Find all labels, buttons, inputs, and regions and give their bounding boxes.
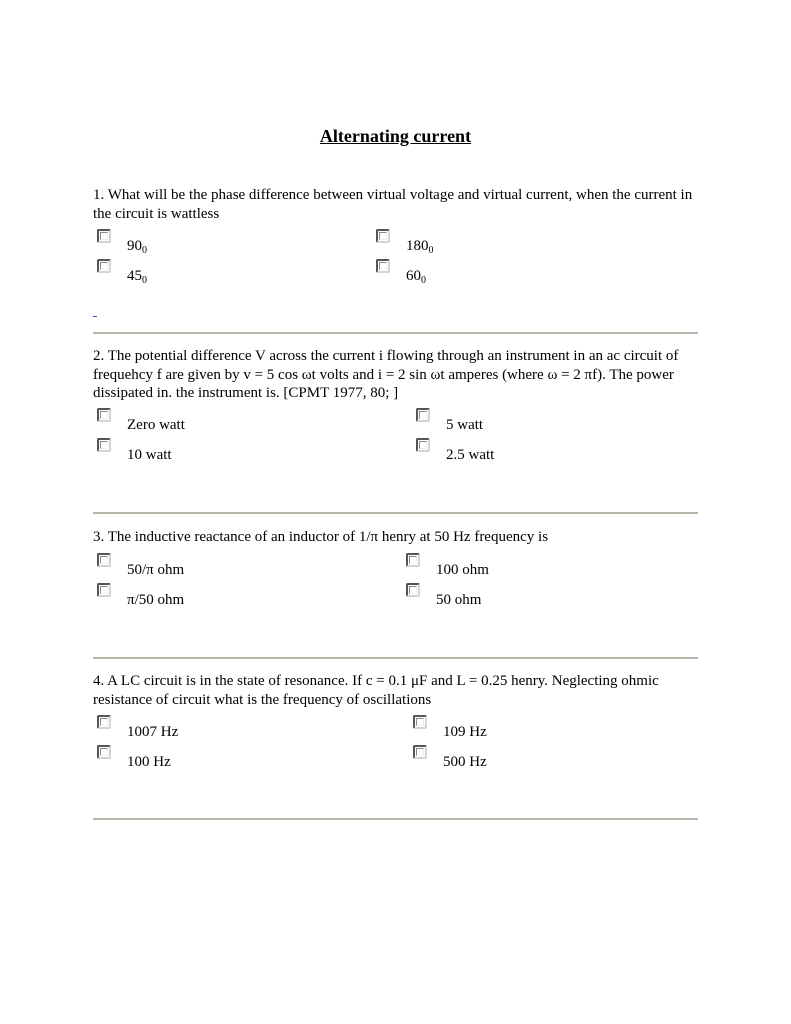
radio-button-icon[interactable] bbox=[97, 583, 111, 597]
option-q4-a[interactable] bbox=[97, 719, 178, 741]
radio-button-icon[interactable] bbox=[416, 408, 430, 422]
question-text: 2. The potential difference V across the current i flowing through an instrument in an ac circuit of frequehcy f are given by v = 5 cos ωt volts and i = 2 sin ωt amperes (where ω = 2 πf). The power dissipated in. the instrument is. [CPMT 1977, 80; ] bbox=[93, 348, 679, 401]
option-q4-d[interactable] bbox=[413, 749, 487, 771]
divider bbox=[93, 332, 698, 334]
question-3 bbox=[93, 528, 703, 547]
option-label: $45_0$ bbox=[127, 268, 147, 286]
option-q3-d[interactable] bbox=[406, 587, 481, 609]
option-label: 50 ohm bbox=[436, 592, 482, 608]
option-label: 1007 Hz bbox=[127, 724, 179, 740]
question-4 bbox=[93, 672, 703, 709]
radio-button-icon[interactable] bbox=[97, 553, 111, 567]
question-text: 3. The inductive reactance of an inductor of 1/π henry at 50 Hz frequency is bbox=[93, 529, 549, 545]
option-label: $180_0$ bbox=[406, 238, 434, 256]
option-label: 10 watt bbox=[127, 447, 172, 463]
option-label: 2.5 watt bbox=[446, 447, 495, 463]
question-1 bbox=[93, 186, 703, 223]
option-q4-c[interactable] bbox=[97, 749, 171, 771]
option-q1-a[interactable] bbox=[97, 233, 147, 255]
divider bbox=[93, 818, 698, 820]
radio-button-icon[interactable] bbox=[97, 229, 111, 243]
option-label: $90_0$ bbox=[127, 238, 147, 256]
option-q2-b[interactable] bbox=[416, 412, 483, 434]
radio-button-icon[interactable] bbox=[97, 259, 111, 273]
question-text: 4. A LC circuit is in the state of resonance. If c = 0.1 μF and L = 0.25 henry. Neglecting ohmic resistance of circuit what is the frequency of oscillations bbox=[93, 673, 659, 708]
option-label: 109 Hz bbox=[443, 724, 487, 740]
option-label: Zero watt bbox=[127, 417, 185, 433]
option-q3-c[interactable] bbox=[97, 587, 184, 609]
question-text: 1. What will be the phase difference between virtual voltage and virtual current, when the current in the circuit is wattless bbox=[93, 187, 693, 222]
radio-button-icon[interactable] bbox=[97, 438, 111, 452]
option-label: 5 watt bbox=[446, 417, 484, 433]
option-label: $60_0$ bbox=[406, 268, 426, 286]
option-q1-d[interactable] bbox=[376, 263, 426, 285]
divider bbox=[93, 657, 698, 659]
radio-button-icon[interactable] bbox=[406, 553, 420, 567]
option-q1-b[interactable] bbox=[376, 233, 434, 255]
page-title: Alternating current bbox=[319, 126, 472, 146]
radio-button-icon[interactable] bbox=[416, 438, 430, 452]
option-q3-a[interactable] bbox=[97, 557, 184, 579]
radio-button-icon[interactable] bbox=[376, 229, 390, 243]
option-q4-b[interactable] bbox=[413, 719, 487, 741]
option-label: π/50 ohm bbox=[127, 592, 185, 608]
option-label: 100 Hz bbox=[127, 754, 171, 770]
radio-button-icon[interactable] bbox=[97, 745, 111, 759]
option-label: 500 Hz bbox=[443, 754, 487, 770]
option-label: 100 ohm bbox=[436, 562, 489, 578]
question-2 bbox=[93, 347, 703, 403]
radio-button-icon[interactable] bbox=[413, 745, 427, 759]
radio-button-icon[interactable] bbox=[413, 715, 427, 729]
radio-button-icon[interactable] bbox=[97, 408, 111, 422]
option-q2-c[interactable] bbox=[97, 442, 172, 464]
option-label: 50/π ohm bbox=[127, 562, 185, 578]
radio-button-icon[interactable] bbox=[376, 259, 390, 273]
divider bbox=[93, 512, 698, 514]
option-q3-b[interactable] bbox=[406, 557, 489, 579]
option-q2-a[interactable] bbox=[97, 412, 185, 434]
radio-button-icon[interactable] bbox=[406, 583, 420, 597]
anchor-link[interactable] bbox=[93, 316, 97, 317]
option-q2-d[interactable] bbox=[416, 442, 494, 464]
radio-button-icon[interactable] bbox=[97, 715, 111, 729]
option-q1-c[interactable] bbox=[97, 263, 147, 285]
